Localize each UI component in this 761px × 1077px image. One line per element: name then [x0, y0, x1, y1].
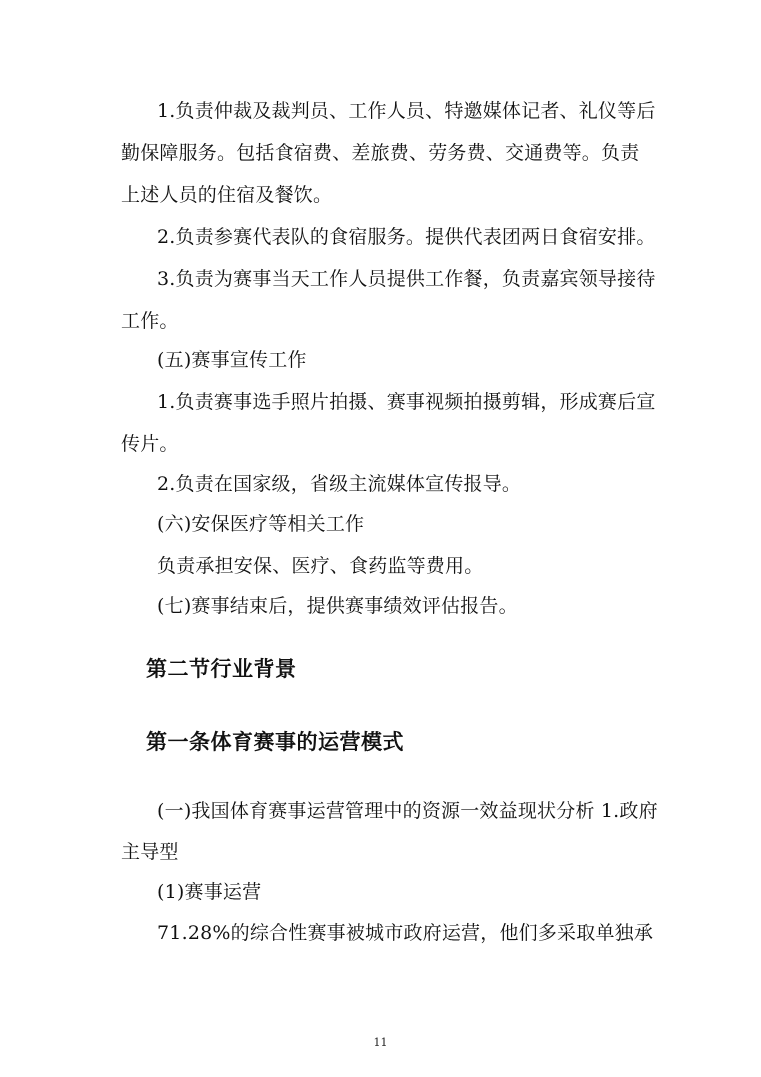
paragraph-line: 71.28%的综合性赛事被城市政府运营，他们多采取单独承	[157, 922, 654, 944]
paragraph-line: 1.负责仲裁及裁判员、工作人员、特邀媒体记者、礼仪等后	[157, 100, 656, 122]
paragraph-line: 2.负责在国家级，省级主流媒体宣传报导。	[157, 473, 522, 495]
paragraph-line: 工作。	[121, 310, 179, 332]
paragraph-line: 上述人员的住宿及餐饮。	[121, 184, 333, 206]
paragraph-line: 主导型	[121, 841, 179, 863]
article-heading: 第一条体育赛事的运营模式	[146, 730, 404, 754]
subsection-heading: (七)赛事结束后，提供赛事绩效评估报告。	[157, 595, 518, 617]
page-number: 11	[373, 1036, 388, 1049]
paragraph-line: 勤保障服务。包括食宿费、差旅费、劳务费、交通费等。负责	[121, 142, 640, 164]
paragraph-line: 3.负责为赛事当天工作人员提供工作餐，负责嘉宾领导接待	[157, 268, 656, 290]
paragraph-line: 2.负责参赛代表队的食宿服务。提供代表团两日食宿安排。	[157, 226, 656, 248]
subsection-heading: (五)赛事宣传工作	[157, 349, 307, 371]
paragraph-line: 传片。	[121, 433, 179, 455]
paragraph-line: 1.负责赛事选手照片拍摄、赛事视频拍摄剪辑，形成赛后宣	[157, 391, 656, 413]
subsection-heading: (1)赛事运营	[157, 881, 262, 903]
subsection-heading: (六)安保医疗等相关工作	[157, 513, 365, 535]
paragraph-line: (一)我国体育赛事运营管理中的资源一效益现状分析 1.政府	[157, 800, 658, 822]
paragraph-line: 负责承担安保、医疗、食药监等费用。	[157, 555, 484, 577]
section-heading: 第二节行业背景	[146, 657, 297, 681]
